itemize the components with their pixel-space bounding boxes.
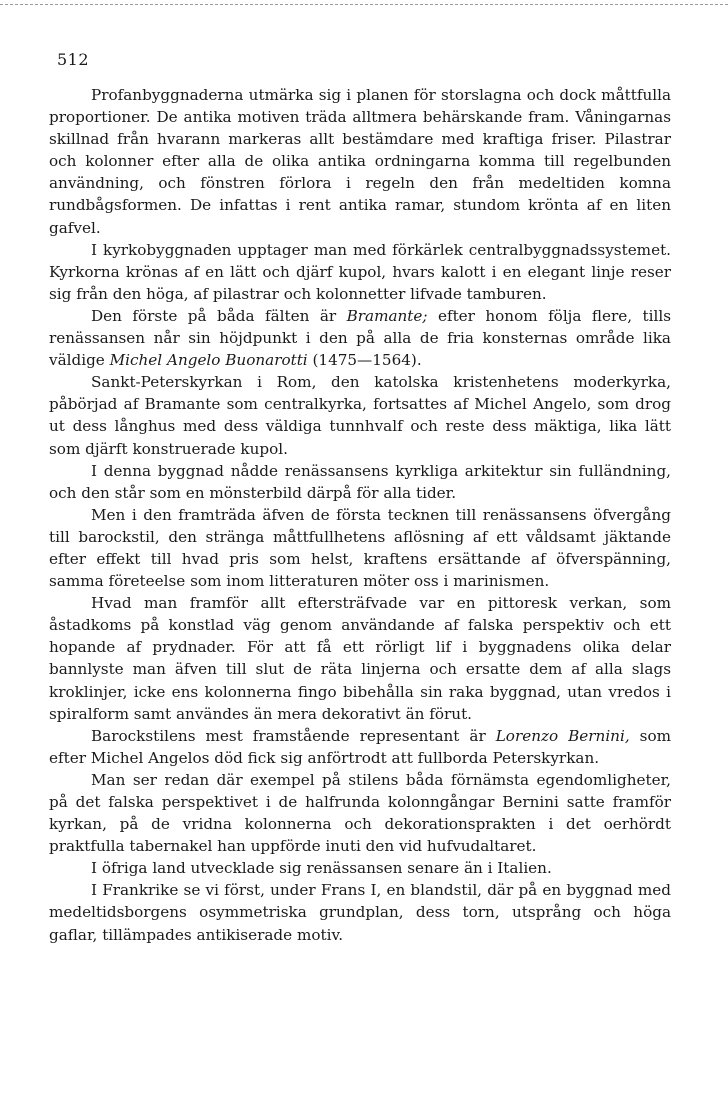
paragraph — [49, 239, 671, 305]
scan-edge-rule — [0, 4, 728, 5]
text-segment: Hvad man framför allt eftersträfvade var en pittoresk verkan, som åstadkoms på konstlad väg genom användande af falska perspektiv och ett hopande af prydnader. För att få ett rörligt lif i byggnadens olika delar bannlyste man äfven till slut de räta linjerna och ersatte dem af alla slags kroklinjer, icke ens kolonnerna fingo bibehålla sin raka byggnad, utan vredos i spiralform samt användes än mera dekorativt än förut. — [49, 594, 671, 723]
paragraph — [49, 857, 671, 879]
text-segment: Men i den framträda äfven de första tecknen till renässansens öfvergång till barockstil, den stränga måttfullhetens aflösning af ett våldsamt jäktande efter effekt till hvad pris som helst, kraftens ersättande af öfverspänning, samma företeelse som inom litteraturen möter oss i marinismen. — [49, 505, 671, 591]
paragraph — [49, 504, 671, 592]
text-segment: Den förste på båda fälten är — [91, 306, 347, 325]
text-segment: Man ser redan där exempel på stilens båda förnämsta egendomligheter, på det falska perspektivet i de halfrunda kolonngångar Bernini satte framför kyrkan, på de vridna kolonnerna och dekorationsprakten i det oerhördt praktfulla tabernakel han uppförde inuti den vid hufvudaltaret. — [49, 770, 671, 856]
italic-name: Lorenzo Bernini, — [495, 726, 630, 745]
text-segment: Barockstilens mest framstående representant är — [91, 726, 496, 745]
italic-name: Bramante; — [346, 306, 428, 325]
text-segment: I kyrkobyggnaden upptager man med förkärlek centralbyggnadssystemet. Kyrkorna krönas af en lätt och djärf kupol, hvars kalott i en elegant linje reser sig från den höga, af pilastrar och kolonnetter lifvade tamburen. — [49, 240, 671, 303]
paragraph — [49, 592, 671, 725]
paragraph — [49, 879, 671, 945]
page-number: 512 — [57, 50, 90, 69]
paragraph — [49, 371, 671, 459]
text-segment: I Frankrike se vi först, under Frans I, en blandstil, där på en byggnad med medeltidsborgens osymmetriska grundplan, dess torn, utsprång och höga gaflar, tillämpades antikiserade motiv. — [49, 881, 671, 944]
italic-name: Michel Angelo Buonarotti — [109, 351, 308, 370]
paragraph — [49, 84, 671, 239]
text-segment: I denna byggnad nådde renässansens kyrkliga arkitektur sin fulländning, och den står som en mönsterbild därpå för alla tider. — [49, 461, 671, 502]
paragraph — [49, 769, 671, 857]
text-segment: efter honom följa flere, tills renässansen når sin höjdpunkt i den på alla de fria konsternas område lika väldige — [49, 306, 672, 370]
paragraph — [49, 305, 671, 371]
text-segment: som efter Michel Angelos död fick sig anförtrodt att fullborda Peterskyrkan. — [49, 726, 671, 767]
text-segment: Sankt-Peterskyrkan i Rom, den katolska kristenhetens moderkyrka, påbörjad af Bramante som centralkyrka, fortsattes af Michel Angelo, som drog ut dess långhus med dess väldiga tunnhvalf och reste dess mäktiga, lika lätt som djärft konstruerade kupol. — [49, 373, 671, 458]
text-segment: (1475—1564). — [307, 351, 422, 370]
text-segment: I öfriga land utvecklade sig renässansen senare än i Italien. — [91, 859, 552, 878]
text-segment: Profanbyggnaderna utmärka sig i planen för storslagna och dock måttfulla proportioner. De antika motiven träda alltmera behärskande fram. Våningarnas skillnad från hvarann markeras allt bestämdare med kraftiga friser. Pilastrar och kolonner efter alla de olika antika ordningarna komma till regelbunden användning, och fönstren förlora i regeln den från medeltiden komna rundbågsformen. De infattas i rent antika ramar, stundom krönta af en liten gafvel. — [49, 86, 671, 237]
body-text — [49, 84, 671, 946]
paragraph — [49, 725, 671, 769]
paragraph — [49, 460, 671, 504]
